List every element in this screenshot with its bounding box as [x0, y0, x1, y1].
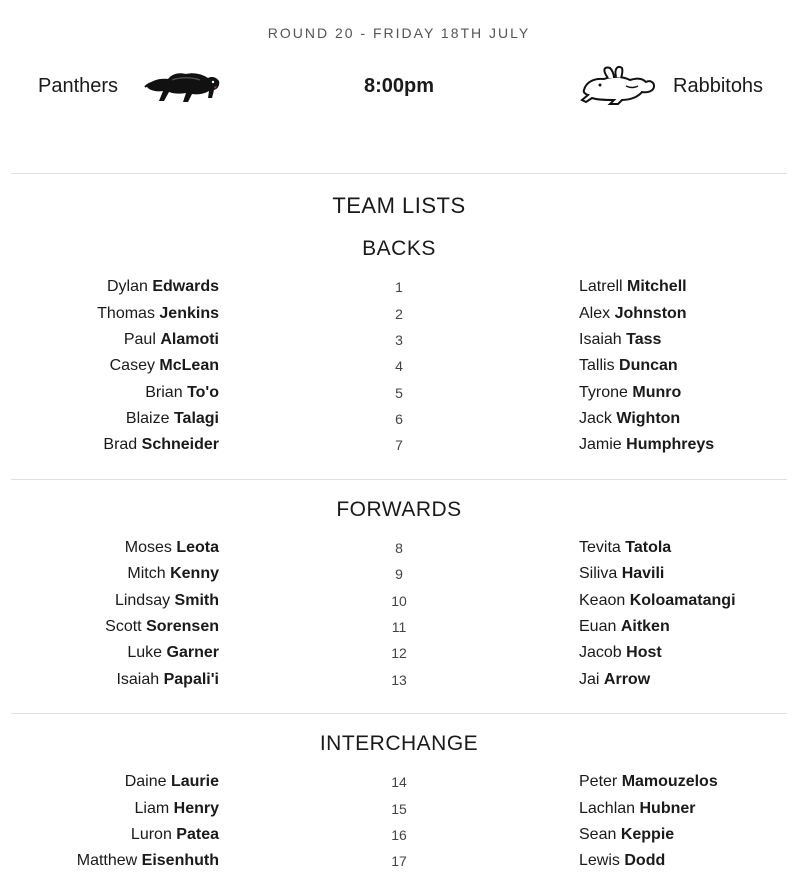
away-player[interactable]: Tevita Tatola: [579, 539, 672, 556]
divider: [11, 173, 787, 174]
table-row: [0, 644, 798, 670]
kickoff-time: 8:00pm: [363, 75, 435, 97]
home-player[interactable]: Luke Garner: [127, 644, 219, 661]
jersey-number: 10: [391, 593, 407, 609]
jersey-number: 6: [395, 411, 403, 427]
jersey-number: 11: [391, 619, 407, 635]
away-player[interactable]: Euan Aitken: [579, 618, 670, 635]
away-player[interactable]: Jack Wighton: [579, 410, 681, 427]
table-row: [0, 278, 798, 304]
home-player[interactable]: Blaize Talagi: [125, 410, 219, 427]
away-player[interactable]: Jacob Host: [579, 644, 662, 661]
divider: [11, 479, 787, 480]
home-player[interactable]: Scott Sorensen: [105, 618, 219, 635]
home-player[interactable]: Brad Schneider: [103, 436, 219, 453]
table-row: [0, 852, 798, 878]
section-heading-backs: BACKS: [362, 237, 436, 260]
table-row: [0, 357, 798, 383]
table-row: [0, 800, 798, 826]
home-player[interactable]: Luron Patea: [130, 826, 219, 843]
jersey-number: 5: [395, 385, 403, 401]
divider: [11, 713, 787, 714]
table-row: [0, 592, 798, 618]
home-player[interactable]: Paul Alamoti: [123, 331, 219, 348]
away-player[interactable]: Lachlan Hubner: [579, 800, 696, 817]
jersey-number: 14: [391, 774, 407, 790]
table-row: [0, 565, 798, 591]
jersey-number: 4: [395, 358, 403, 374]
table-row: [0, 410, 798, 436]
table-row: [0, 305, 798, 331]
away-player[interactable]: Tyrone Munro: [579, 384, 682, 401]
jersey-number: 17: [391, 853, 407, 869]
home-player[interactable]: Lindsay Smith: [114, 592, 219, 609]
away-player[interactable]: Latrell Mitchell: [579, 278, 687, 295]
home-player[interactable]: Daine Laurie: [124, 773, 219, 790]
home-team-name[interactable]: Panthers: [38, 75, 119, 97]
jersey-number: 13: [391, 672, 407, 688]
away-player[interactable]: Siliva Havili: [579, 565, 665, 582]
away-player[interactable]: Alex Johnston: [579, 305, 687, 322]
away-player[interactable]: Lewis Dodd: [579, 852, 666, 869]
table-row: [0, 826, 798, 852]
jersey-number: 16: [391, 827, 407, 843]
away-team-name[interactable]: Rabbitohs: [673, 75, 764, 97]
table-row: [0, 331, 798, 357]
away-player[interactable]: Peter Mamouzelos: [579, 773, 718, 790]
home-player[interactable]: Brian To'o: [145, 384, 219, 401]
rabbit-logo-icon[interactable]: [578, 64, 658, 108]
section-heading-interchange: INTERCHANGE: [319, 732, 479, 755]
home-player[interactable]: Thomas Jenkins: [97, 305, 219, 322]
jersey-number: 3: [395, 332, 403, 348]
table-row: [0, 773, 798, 799]
jersey-number: 9: [395, 566, 403, 582]
home-player[interactable]: Matthew Eisenhuth: [76, 852, 219, 869]
table-row: [0, 671, 798, 697]
table-row: [0, 539, 798, 565]
jersey-number: 1: [395, 279, 403, 295]
away-player[interactable]: Sean Keppie: [579, 826, 675, 843]
home-player[interactable]: Casey McLean: [109, 357, 219, 374]
away-player[interactable]: Jai Arrow: [579, 671, 651, 688]
away-player[interactable]: Tallis Duncan: [579, 357, 678, 374]
home-player[interactable]: Dylan Edwards: [106, 278, 219, 295]
home-player[interactable]: Mitch Kenny: [127, 565, 219, 582]
jersey-number: 8: [395, 540, 403, 556]
home-player[interactable]: Moses Leota: [124, 539, 219, 556]
team-lists-title: TEAM LISTS: [332, 193, 466, 218]
jersey-number: 7: [395, 437, 403, 453]
table-row: [0, 436, 798, 462]
away-player[interactable]: Keaon Koloamatangi: [579, 592, 736, 609]
round-label: ROUND 20 - FRIDAY 18TH JULY: [267, 25, 531, 41]
home-player[interactable]: Liam Henry: [134, 800, 219, 817]
away-player[interactable]: Jamie Humphreys: [579, 436, 715, 453]
home-player[interactable]: Isaiah Papali'i: [116, 671, 219, 688]
section-heading-forwards: FORWARDS: [336, 498, 462, 521]
jersey-number: 15: [391, 801, 407, 817]
jersey-number: 12: [391, 645, 407, 661]
away-player[interactable]: Isaiah Tass: [579, 331, 662, 348]
jersey-number: 2: [395, 306, 403, 322]
table-row: [0, 618, 798, 644]
table-row: [0, 384, 798, 410]
